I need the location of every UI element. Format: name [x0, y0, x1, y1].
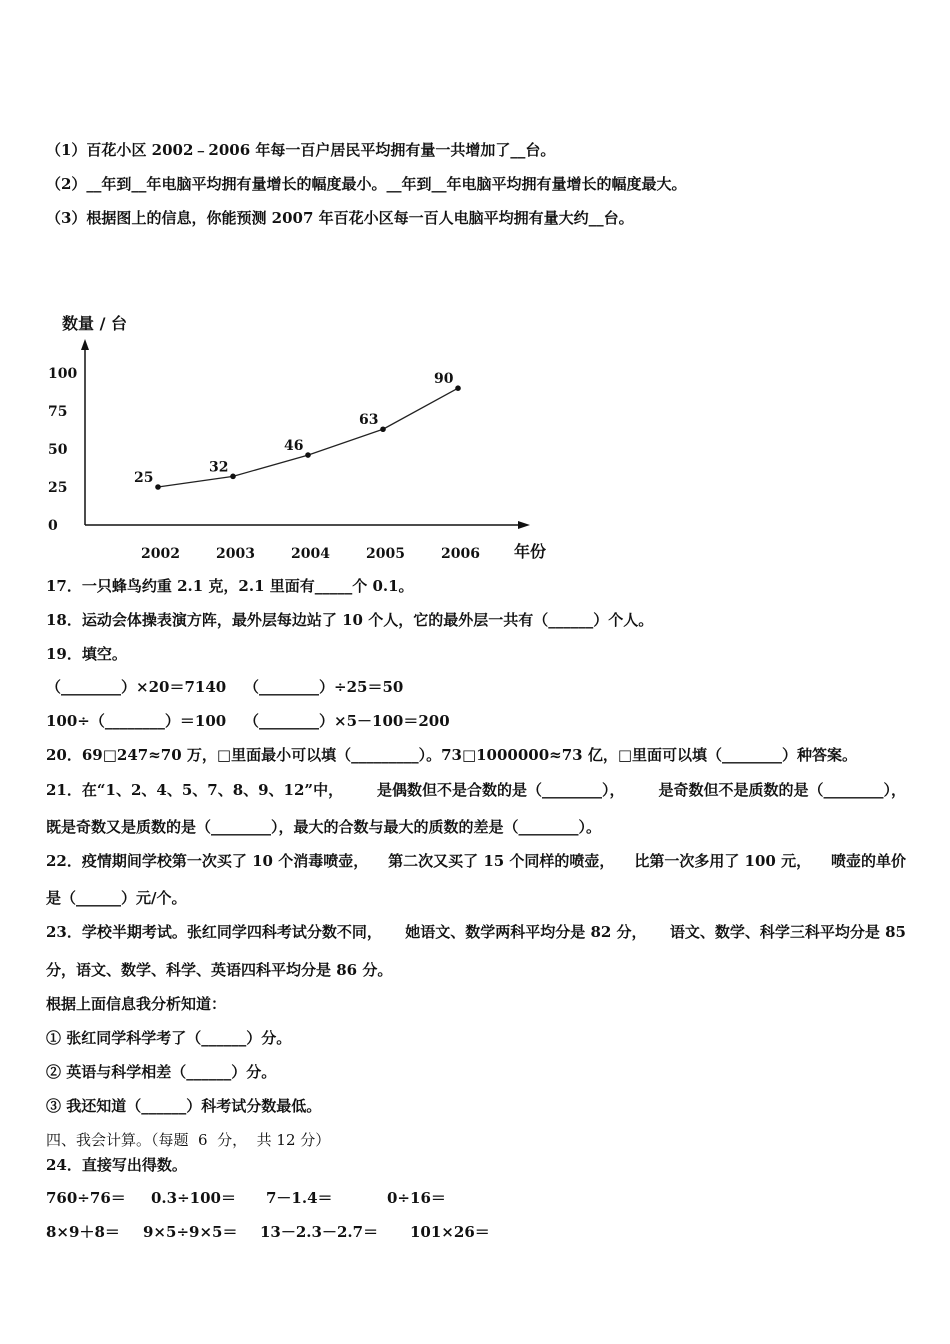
q16-sub2: （2）__年到__年电脑平均拥有量增长的幅度最小。__年到__年电脑平均拥有量增长的幅度最大。: [46, 175, 687, 193]
y-tick-label: 0: [48, 518, 58, 534]
q22-part-4: 喷壶的单价: [830, 852, 906, 870]
data-label: 25: [134, 470, 154, 486]
series-line: [158, 388, 458, 487]
q24-expr-8: 101×26＝: [410, 1223, 490, 1241]
y-tick-label: 25: [48, 480, 68, 496]
q16-sub1: （1）百花小区 2002﹣2006 年每一百户居民平均拥有量一共增加了__台。: [46, 141, 556, 159]
q16-sub3: （3）根据图上的信息，你能预测 2007 年百花小区每一百人电脑平均拥有量大约__台。: [46, 209, 634, 227]
q24-expr-6: 9×5÷9×5＝: [143, 1223, 238, 1241]
x-tick-label: 2006: [441, 546, 480, 562]
x-axis-label: 年份: [514, 542, 547, 561]
x-tick-label: 2003: [216, 546, 255, 562]
q24-expr-2: 0.3÷100＝: [151, 1189, 236, 1207]
q24-expr-7: 13－2.3－2.7＝: [260, 1223, 379, 1241]
q21-part-2: 是偶数但不是合数的是（________），: [377, 781, 625, 799]
y-axis-label: 数量 / 台: [62, 314, 127, 333]
x-tick-label: 2005: [366, 546, 405, 562]
data-label: 63: [359, 412, 379, 429]
question-24-title: 24．直接写出得数。: [46, 1156, 187, 1174]
q21-part-1: 21．在“1、2、4、5、7、8、9、12”中，: [46, 781, 344, 799]
y-tick-label: 75: [48, 404, 68, 420]
q22-part-2: 第二次又买了 15 个同样的喷壶，: [388, 852, 615, 870]
q19-blank-3: 100÷（________）＝100: [46, 712, 227, 730]
data-point: [380, 426, 386, 432]
q23-part-3: 语文、数学、科学三科平均分是 85: [669, 923, 906, 941]
question-23-line-2: 分，语文、数学、科学、英语四科平均分是 86 分。: [46, 961, 393, 979]
q24-expr-4: 0÷16＝: [387, 1189, 446, 1207]
question-22-line-1: [46, 851, 906, 871]
q21-part-3: 是奇数但不是质数的是（________），: [658, 781, 906, 799]
computer-ownership-line-chart: [40, 305, 560, 570]
question-18: 18．运动会体操表演方阵，最外层每边站了 10 个人，它的最外层一共有（______）个人。: [46, 611, 654, 629]
q19-blank-2: （________）÷25＝50: [244, 678, 404, 696]
data-label: 46: [284, 438, 304, 455]
y-tick-label: 100: [48, 366, 78, 382]
data-label: 90: [434, 371, 454, 388]
section-4-heading: 四、我会计算。（每题 6 分， 共 12 分）: [46, 1131, 331, 1149]
question-23-line-1: [46, 922, 906, 942]
data-point: [455, 385, 461, 391]
question-17: 17．一只蜂鸟约重 2.1 克，2.1 里面有_____个 0.1。: [46, 577, 414, 595]
y-axis-arrow: [81, 339, 89, 350]
x-tick-label: 2002: [141, 546, 180, 562]
question-23-item-3: ③ 我还知道（______）科考试分数最低。: [46, 1097, 322, 1115]
x-tick-label: 2004: [291, 546, 330, 562]
q24-expr-1: 760÷76＝: [46, 1189, 126, 1207]
q19-blank-4: （________）×5－100＝200: [244, 712, 450, 730]
question-23-item-1: ① 张红同学科学考了（______）分。: [46, 1029, 292, 1047]
question-22-line-2: 是（______）元/个。: [46, 889, 187, 907]
question-20: 20．69□247≈70 万，□里面最小可以填（_________）。73□1000000≈73 亿，□里面可以填（________）种答案。: [46, 746, 858, 764]
question-19-title: 19．填空。: [46, 645, 127, 663]
data-point: [305, 452, 311, 458]
data-point: [155, 484, 161, 490]
data-point: [230, 474, 236, 480]
q19-blank-1: （________）×20＝7140: [46, 678, 227, 696]
y-tick-label: 50: [48, 442, 68, 458]
q24-row-2: [46, 1222, 490, 1322]
q22-part-1: 22．疫情期间学校第一次买了 10 个消毒喷壶，: [46, 852, 369, 870]
question-21-line-2: 既是奇数又是质数的是（________），最大的合数与最大的质数的差是（________）。: [46, 818, 602, 836]
q23-part-2: 她语文、数学两科平均分是 82 分，: [405, 923, 647, 941]
q24-expr-3: 7－1.4＝: [266, 1189, 333, 1207]
question-23-intro: 根据上面信息我分析知道：: [46, 995, 227, 1013]
q23-part-1: 23．学校半期考试。张红同学四科考试分数不同，: [46, 923, 382, 941]
x-axis-arrow: [518, 521, 530, 529]
q22-part-3: 比第一次多用了 100 元，: [634, 852, 812, 870]
data-label: 32: [209, 459, 229, 476]
question-21-line-1: [46, 780, 906, 800]
q24-expr-5: 8×9＋8＝: [46, 1223, 120, 1241]
question-23-item-2: ② 英语与科学相差（______）分。: [46, 1063, 277, 1081]
